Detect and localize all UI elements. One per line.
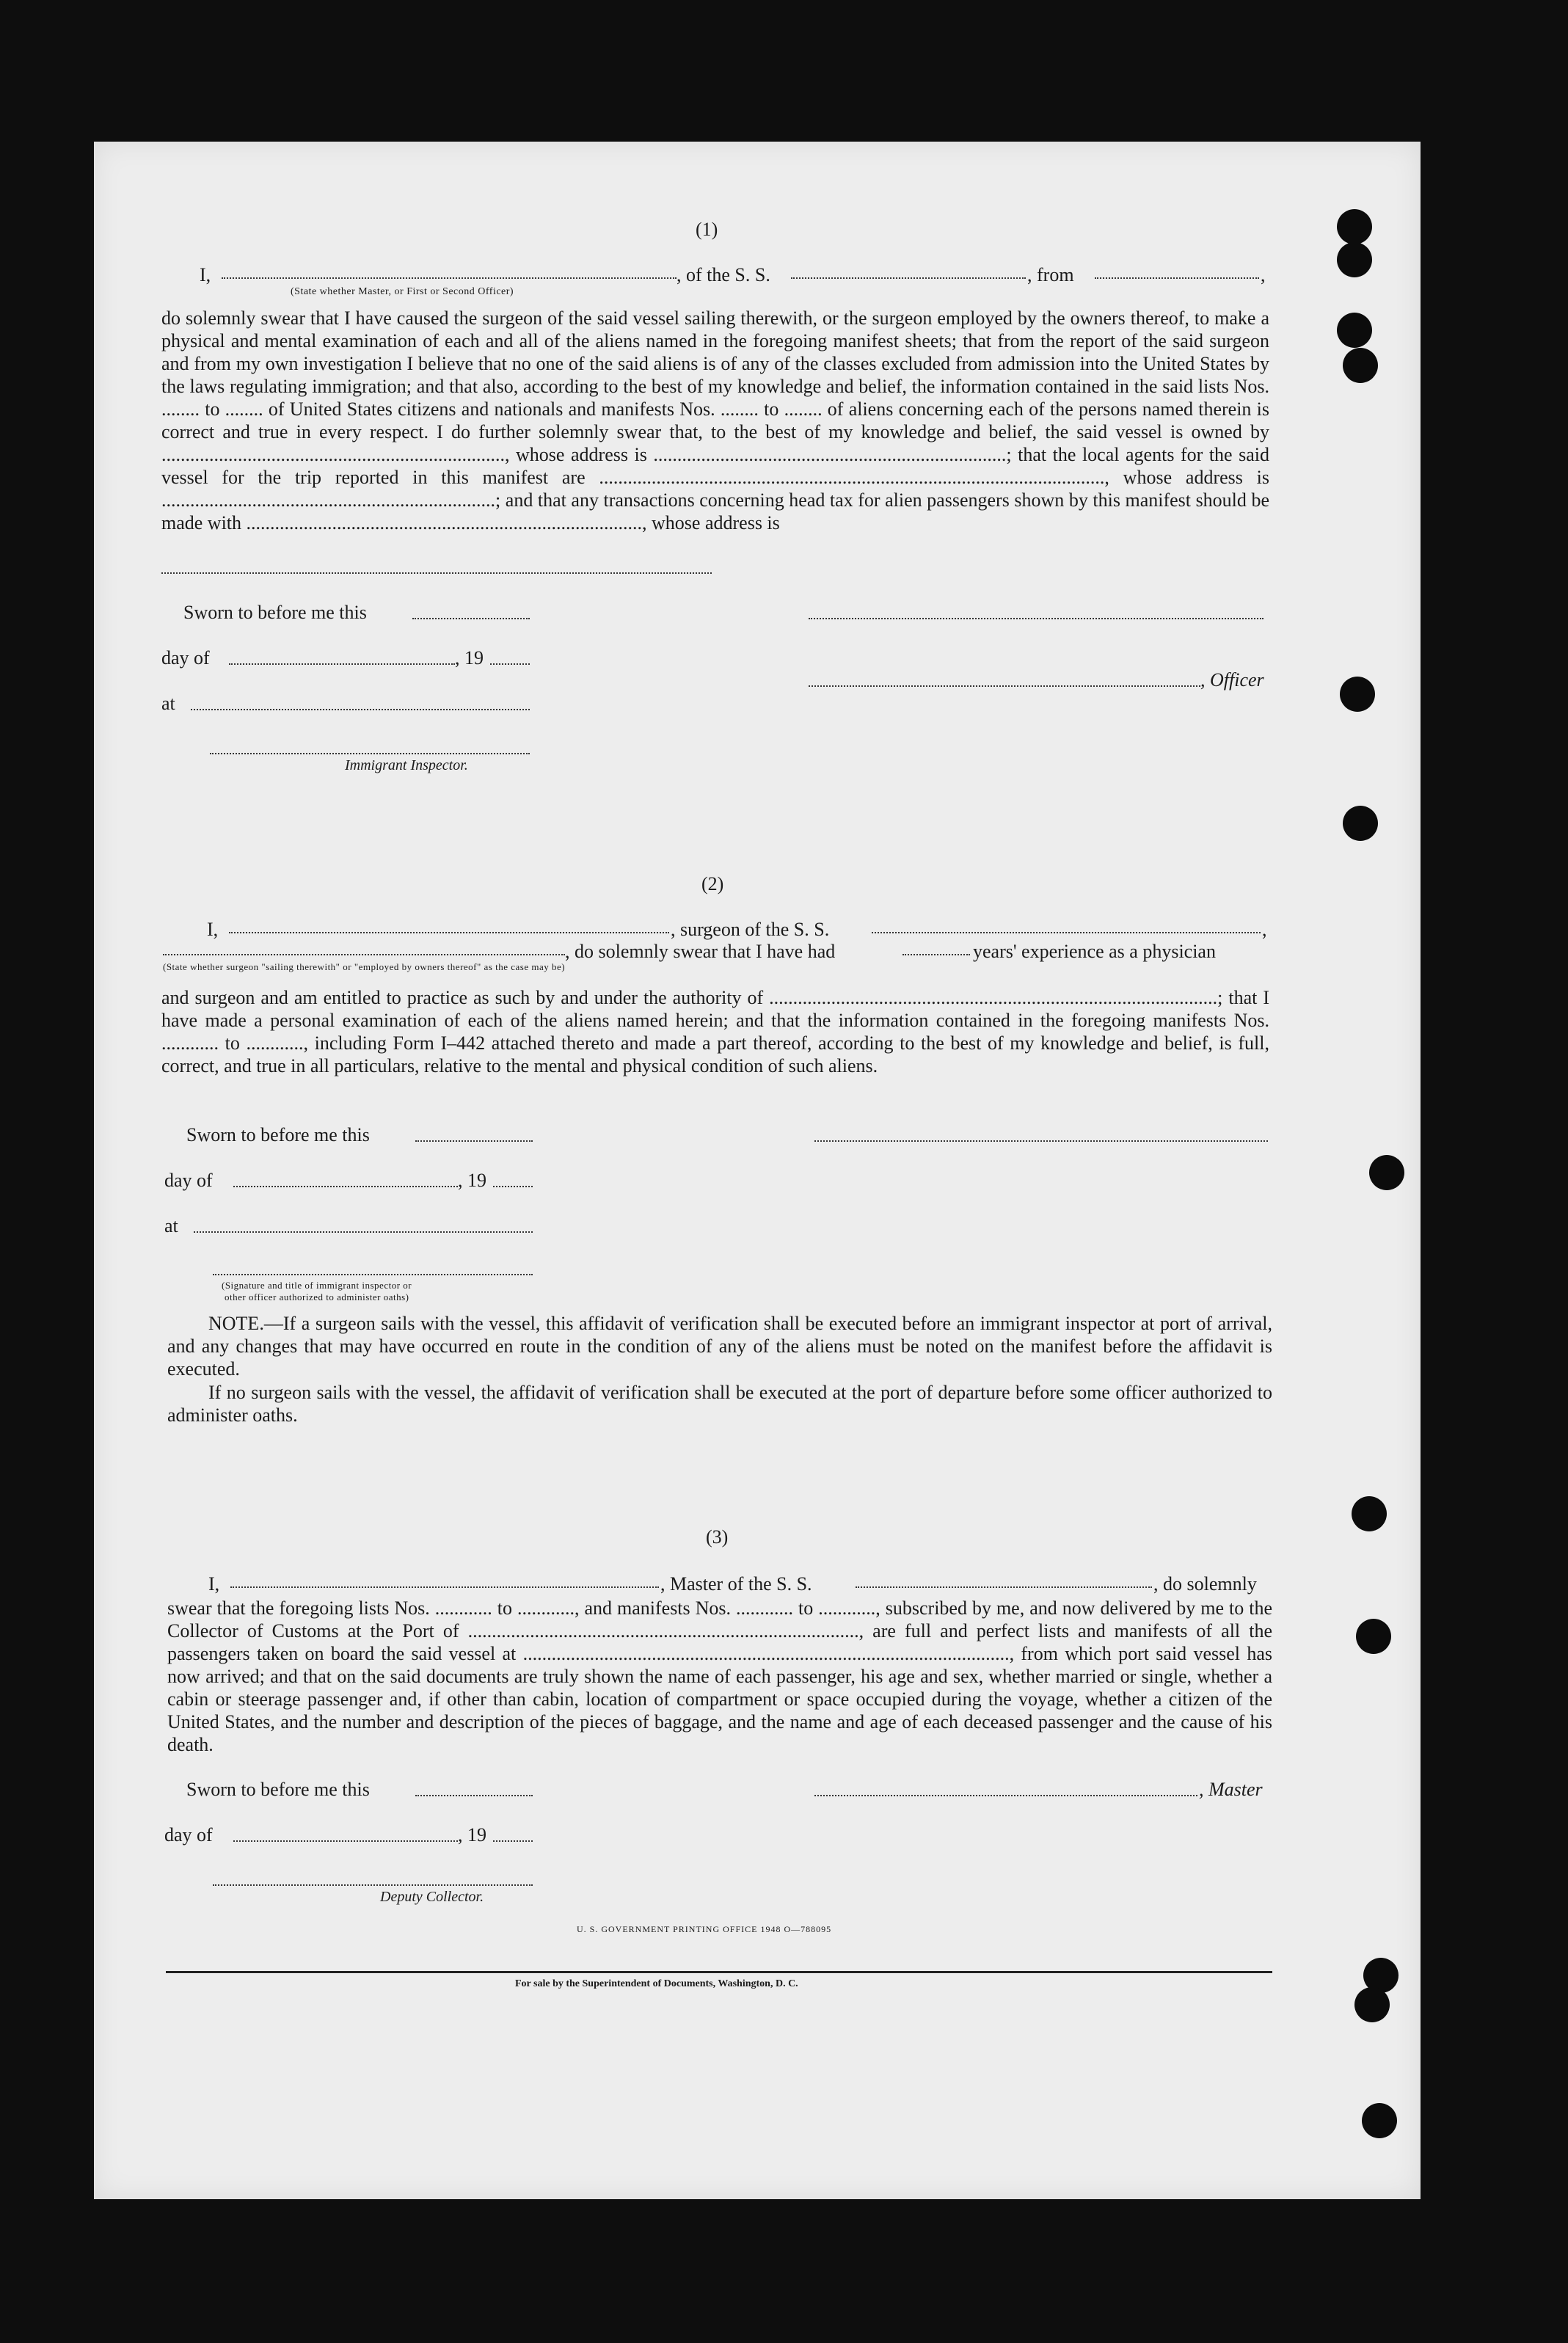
punch-hole	[1340, 677, 1375, 712]
section-2-number: (2)	[701, 873, 724, 894]
at-field[interactable]	[194, 1231, 533, 1233]
punch-hole	[1362, 2103, 1397, 2138]
sworn-label: Sworn to before me this	[186, 1124, 370, 1145]
year-field[interactable]	[493, 1186, 533, 1187]
trailing-comma: ,	[1262, 919, 1267, 940]
printing-office-imprint: U. S. GOVERNMENT PRINTING OFFICE 1948 O—788095	[577, 1924, 832, 1934]
deputy-label: Deputy Collector.	[380, 1889, 484, 1905]
master-signature-line[interactable]	[809, 618, 1263, 619]
year-label: , 19	[458, 1170, 486, 1191]
master-signature-line[interactable]	[814, 1795, 1197, 1796]
section-1-body: do solemnly swear that I have caused the surgeon of the said vessel sailing therewith, or the surgeon employed by the owners thereof, to make a physical and mental examination of each and all of the aliens named in the foregoing manifest sheets; that from the report of the said surgeon and from my own investigation I believe that no one of the said aliens is of any of the classes excluded from admission into the United States by the laws regulating immigration; and that also, according to the best of my knowledge and belief, the information contained in the said lists Nos. ........ to ........ of United States citizens and nationals and manifests Nos. ........ to ........ of aliens concerning each of the persons named therein is correct and true in every respect. I do further solemnly swear that, to the best of my knowledge and belief, the said vessel is owned by ........................................................................, whose address is ..........................................................................; that the local agents for the said vessel for the trip reported in this manifest are .........................................................................................................., whose address is ......................................................................; and that any transactions concerning head tax for alien passengers shown by this manifest should be made with ..................................................................................., whose address is	[161, 307, 1269, 533]
at-label: at	[164, 1215, 178, 1236]
punch-hole	[1337, 313, 1372, 348]
section-1-i-label: I,	[200, 264, 211, 285]
from-port-field[interactable]	[1095, 277, 1259, 279]
day-of-label: day of	[164, 1824, 213, 1845]
master-name-field[interactable]	[222, 277, 677, 279]
solemnly-label: , do solemnly	[1153, 1573, 1257, 1595]
punch-hole	[1337, 242, 1372, 277]
surgeon-name-field[interactable]	[229, 932, 669, 933]
master-ship-field[interactable]	[856, 1586, 1152, 1588]
at-label: at	[161, 693, 175, 714]
punch-hole	[1369, 1155, 1404, 1190]
officer-signature-line[interactable]	[809, 685, 1200, 687]
deputy-signature-line[interactable]	[213, 1884, 533, 1886]
footer-rule	[166, 1971, 1272, 1973]
day-of-label: day of	[161, 647, 210, 668]
punch-hole	[1343, 806, 1378, 841]
year-label: , 19	[455, 647, 484, 668]
surgeon-of-ss-label: , surgeon of the S. S.	[671, 919, 830, 940]
from-label: , from	[1027, 264, 1074, 285]
inspector-signature-line[interactable]	[210, 753, 530, 754]
section-1-number: (1)	[696, 219, 718, 240]
surgeon-signature-line[interactable]	[814, 1140, 1268, 1142]
sworn-label: Sworn to before me this	[186, 1779, 370, 1800]
punch-hole	[1356, 1619, 1391, 1654]
sworn-label: Sworn to before me this	[183, 602, 367, 623]
note-paragraph: NOTE.—If a surgeon sails with the vessel, this affidavit of verification shall be executed before an immigrant inspector at port of arrival, and any changes that may have occurred en route in the condition of any of the aliens must be noted on the manifest before the affidavit is executed.	[167, 1313, 1272, 1380]
sig-caption-2: other officer authorized to administer oaths)	[225, 1291, 409, 1302]
ship-name-field[interactable]	[791, 277, 1026, 279]
day-of-label: day of	[164, 1170, 213, 1191]
punch-hole	[1337, 209, 1372, 244]
year-field[interactable]	[493, 1840, 533, 1842]
experience-label: years' experience as a physician	[973, 941, 1216, 962]
swear-label: , do solemnly swear that I have had	[565, 941, 836, 962]
day-of-field[interactable]	[233, 1840, 458, 1842]
sworn-day-field[interactable]	[415, 1795, 533, 1796]
year-field[interactable]	[490, 663, 530, 665]
at-field[interactable]	[191, 709, 530, 710]
day-of-field[interactable]	[229, 663, 455, 665]
officer-label: , Officer	[1200, 669, 1264, 690]
section-3-i-label: I,	[208, 1573, 220, 1595]
section-3-body: swear that the foregoing lists Nos. ............ to ............, and manifests Nos. ............ to ............, subscribed by me, and now delivered by me to the Collector of Customs at the Port of .................................................................................., are full and perfect lists and manifests of all the passengers taken on board the said vessel at ......................................................................................................, from which port said vessel has now arrived; and that on the said documents are truly shown the name of each passenger, his age and sex, whether married or single, whether a cabin or steerage passenger and, if other than cabin, location of compartment or space occupied during the voyage, whether a citizen of the United States, and the number and description of the pieces of baggage, and the name and age of each deceased passenger and the cause of his death.	[167, 1597, 1272, 1755]
surgeon-caption: (State whether surgeon "sailing therewith" or "employed by owners thereof" as the case may be)	[163, 961, 566, 972]
master-name-field[interactable]	[230, 1586, 659, 1588]
sworn-day-field[interactable]	[415, 1140, 533, 1142]
sworn-day-field[interactable]	[412, 618, 530, 619]
section-2-body: and surgeon and am entitled to practice as such by and under the authority of ..............................................................................................; that I have made a personal examination of each of the aliens named herein; and that the information contained in the foregoing manifests Nos. ............ to ............, including Form I–442 attached thereto and made a part thereof, according to the best of my knowledge and belief, is full, correct, and true in all particulars, relative to the mental and physical condition of such aliens.	[161, 987, 1269, 1076]
sig-caption-1: (Signature and title of immigrant inspector or	[222, 1280, 412, 1291]
master-label: , Master	[1199, 1779, 1263, 1800]
master-caption: (State whether Master, or First or Second Officer)	[291, 286, 514, 297]
for-sale-notice: For sale by the Superintendent of Documents, Washington, D. C.	[515, 1978, 798, 1989]
punch-hole	[1343, 348, 1378, 383]
surgeon-ship-field[interactable]	[872, 932, 1261, 933]
whose-address-line[interactable]	[161, 572, 712, 574]
surgeon-type-field[interactable]	[163, 954, 565, 955]
day-of-field[interactable]	[233, 1186, 458, 1187]
of-ss-label: , of the S. S.	[677, 264, 770, 285]
inspector-label: Immigrant Inspector.	[345, 757, 468, 773]
note-paragraph-2: If no surgeon sails with the vessel, the affidavit of verification shall be executed at the port of departure before some officer authorized to administer oaths.	[167, 1382, 1272, 1426]
master-of-ss-label: , Master of the S. S.	[660, 1573, 812, 1595]
section-3-number: (3)	[706, 1526, 729, 1548]
official-signature-line[interactable]	[213, 1274, 533, 1275]
year-label: , 19	[458, 1824, 486, 1845]
trailing-comma: ,	[1261, 264, 1266, 285]
section-2-i-label: I,	[207, 919, 219, 940]
years-experience-field[interactable]	[902, 954, 970, 955]
punch-hole	[1352, 1496, 1387, 1531]
punch-hole	[1354, 1987, 1390, 2022]
